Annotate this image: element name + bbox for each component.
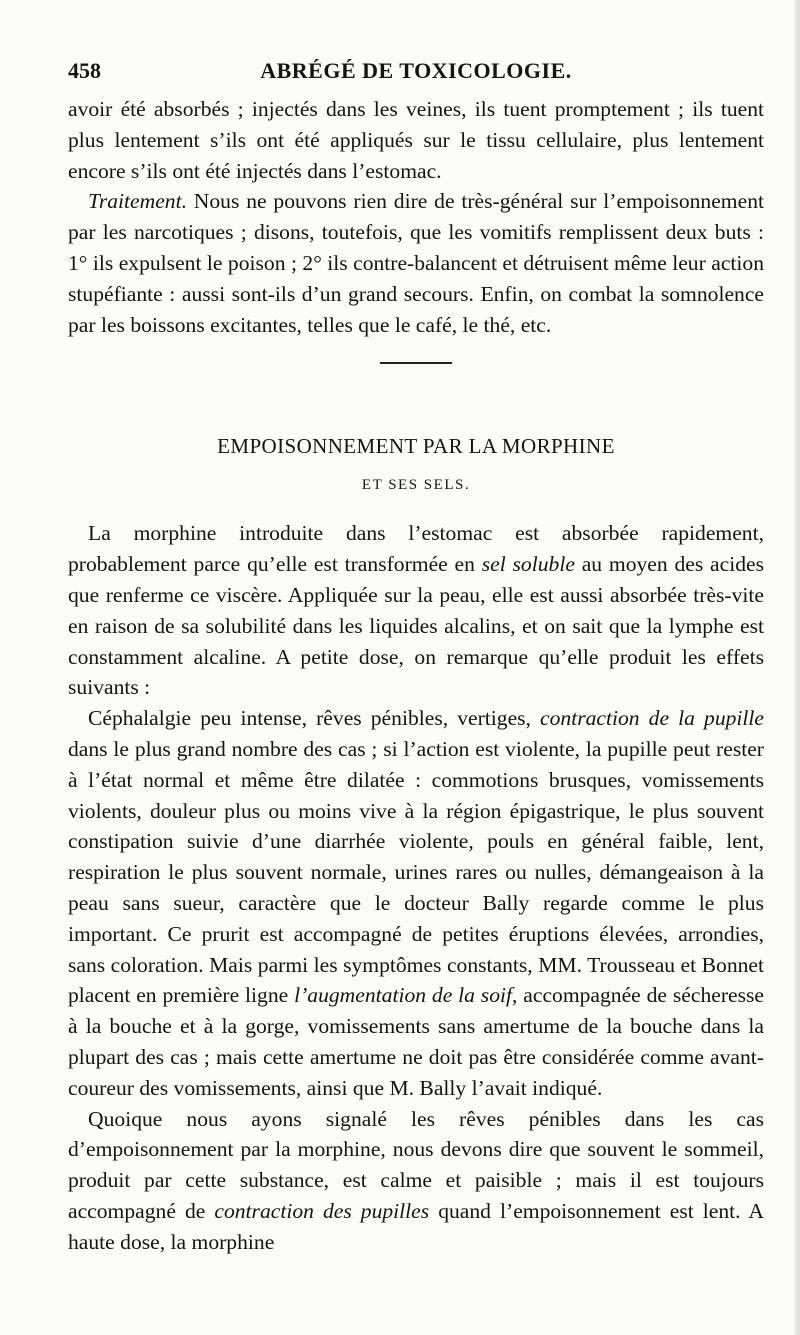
running-title: ABRÉGÉ DE TOXICOLOGIE. (260, 58, 572, 83)
paragraph-treatment: Traitement. Nous ne pouvons rien dire de très-général sur l’empoisonnement par les narcotiques ; disons, toutefois, que les vomitifs remplissent deux buts : 1° ils expulsent le poison ; 2° ils contre-balancent et détruisent même leur action stupéfiante : aussi sont-ils d’un grand secours. Enfin, on combat la somnolence par les boissons excitantes, telles que le café, le thé, etc. (68, 189, 764, 337)
running-header (68, 58, 764, 84)
section-divider (380, 362, 452, 364)
paragraph-absorption: avoir été absorbés ; injectés dans les veines, ils tuent promptement ; ils tuent plus lentement s’ils ont été appliqués sur le tissu cellulaire, plus lentement encore s’ils ont été injectés dans l’estomac. (68, 97, 764, 183)
section-title: EMPOISONNEMENT PAR LA MORPHINE (217, 434, 615, 459)
paragraph-sleep: Quoique nous ayons signalé les rêves pénibles dans les cas d’empoisonnement par la morphine, nous devons dire que souvent le sommeil, produit par cette substance, est calme et paisible ; mais il est toujours accompagné de contraction des pupilles quand l’empoisonnement est lent. A haute dose, la morphine (68, 1106, 764, 1254)
paragraph-symptoms: Céphalalgie peu intense, rêves pénibles, vertiges, contraction de la pupille dans le plus grand nombre des cas ; si l’action est violente, la pupille peut rester à l’état normal et même être dilatée : commotions brusques, vomissements violents, douleur plus ou moins vive à la région épigastrique, le plus souvent constipation suivie d’une diarrhée violente, pouls en général faible, lent, respiration le plus souvent normale, urines rares ou nulles, démangeaison à la peau sans sueur, caractère que le docteur Bally regarde comme le plus important. Ce prurit est accompagné de petites éruptions élevées, arrondies, sans coloration. Mais parmi les symptômes constants, MM. Trousseau et Bonnet placent en première ligne l’augmentation de la soif, accompagnée de sécheresse à la bouche et à la gorge, vomissements sans amertume de la bouche dans la plupart des cas ; mais cette amertume ne doit pas être considérée comme avant-coureur des vomissements, ainsi que M. Bally l’avait indiqué. (68, 706, 764, 1100)
paragraph-morphine-absorption: La morphine introduite dans l’estomac est absorbée rapidement, probablement parce qu’elle est transformée en sel soluble au moyen des acides que renferme ce viscère. Appliquée sur la peau, elle est aussi absorbée très-vite en raison de sa solubilité dans les liquides alcalins, et on sait que la lymphe est constamment alcaline. A petite dose, on remarque qu’elle produit les effets suivants : (68, 521, 765, 700)
page-edge (794, 0, 800, 1335)
treatment-label: Traitement. (88, 189, 187, 214)
page-number: 458 (68, 58, 101, 83)
section-subtitle: ET SES SELS. (361, 477, 471, 494)
